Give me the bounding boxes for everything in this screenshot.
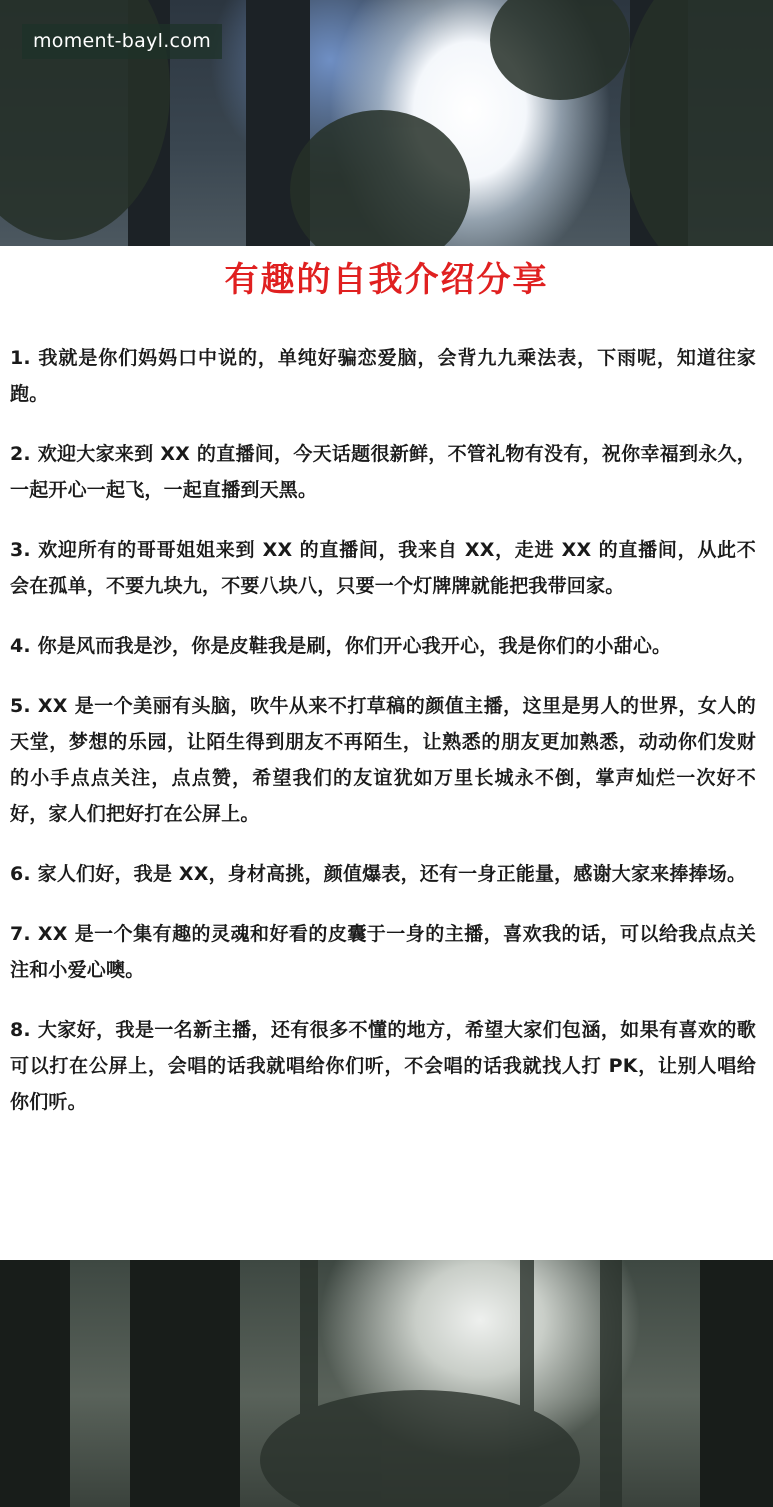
list-item: 5. XX 是一个美丽有头脑，吹牛从来不打草稿的颜值主播，这里是男人的世界，女人的天堂，梦想的乐园，让陌生得到朋友不再陌生，让熟悉的朋友更加熟悉，动动你们发财的小手点点关注，点点赞，希望我们的友谊犹如万里长城永不倒，掌声灿烂一次好不好，家人们把好打在公屏上。 <box>10 695 756 825</box>
list-item: 8. 大家好，我是一名新主播，还有很多不懂的地方，希望大家们包涵，如果有喜欢的歌可以打在公屏上，会唱的话我就唱给你们听，不会唱的话我就找人打 PK，让别人唱给你们听。 <box>10 1019 756 1113</box>
watermark-label: moment-bayl.com <box>22 24 222 59</box>
page-title: 有趣的自我介绍分享 <box>224 260 549 300</box>
top-forest-banner <box>0 0 773 246</box>
list-item: 1. 我就是你们妈妈口中说的，单纯好骗恋爱脑，会背九九乘法表，下雨呢，知道往家跑。 <box>10 347 756 405</box>
list-item: 4. 你是风而我是沙，你是皮鞋我是刷，你们开心我开心，我是你们的小甜心。 <box>10 635 672 657</box>
list-item: 6. 家人们好，我是 XX，身材高挑，颜值爆表，还有一身正能量，感谢大家来捧捧场。 <box>10 863 747 885</box>
intro-list <box>10 340 756 1144</box>
bottom-forest-banner <box>0 1260 773 1507</box>
list-item: 2. 欢迎大家来到 XX 的直播间，今天话题很新鲜，不管礼物有没有，祝你幸福到永久，一起开心一起飞，一起直播到天黑。 <box>10 443 756 501</box>
list-item: 3. 欢迎所有的哥哥姐姐来到 XX 的直播间，我来自 XX，走进 XX 的直播间，从此不会在孤单，不要九块九，不要八块八，只要一个灯牌牌就能把我带回家。 <box>10 539 756 597</box>
forest-trunk-silhouettes <box>0 1260 773 1507</box>
list-item: 7. XX 是一个集有趣的灵魂和好看的皮囊于一身的主播，喜欢我的话，可以给我点点关注和小爱心噢。 <box>10 923 756 981</box>
